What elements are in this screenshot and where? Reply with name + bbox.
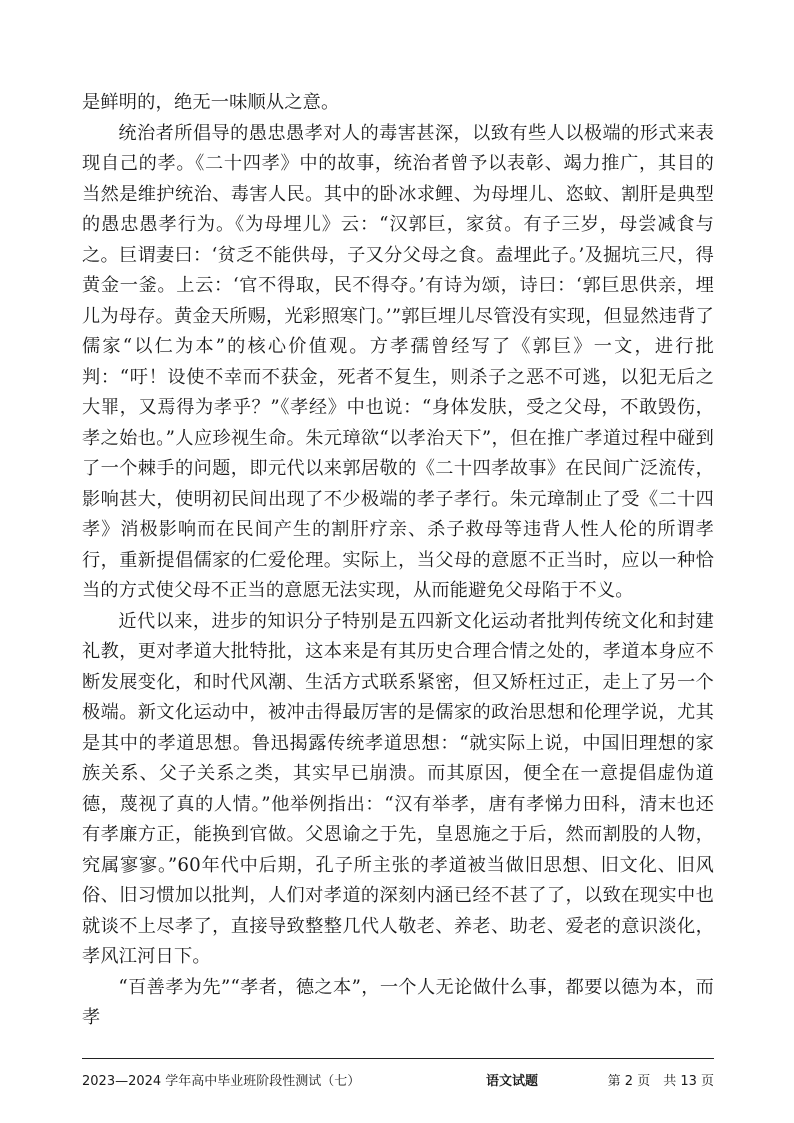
paragraph-virtue-root: “百善孝为先”“孝者，德之本”，一个人无论做什么事，都要以德为本，而孝 [82,976,714,1028]
paragraph-filial-piety-extremes: 统治者所倡导的愚忠愚孝对人的毒害甚深，以致有些人以极端的形式来表现自己的孝。《二十四孝》中的故事，统治者曾予以表彰、竭力推广，其目的当然是维护统治、毒害人民。其中的卧冰求鲤、为母埋儿、恣蚊、割肝是典型的愚忠愚孝行为。《为母埋儿》云：“汉郭巨，家贫。有子三岁，母尝减食与之。巨谓妻曰：‘贫乏不能供母，子又分父母之食。盍埋此子。’及掘坑三尺，得黄金一釜。上云：‘官不得取，民不得夺。’有诗为颂，诗曰：‘郭巨思供亲，埋儿为母存。黄金天所赐，光彩照寒门。’”郭巨埋儿尽管没有实现，但显然违背了儒家“以仁为本”的核心价值观。方孝孺曾经写了《郭巨》一文，进行批判：“吁！设使不幸而不获金，死者不复生，则杀子之恶不可逃，以犯无后之大罪，又焉得为孝乎？”《孝经》中也说：“身体发肤，受之父母，不敢毁伤，孝之始也。”人应珍视生命。朱元璋欲“以孝治天下”，但在推广孝道过程中碰到了一个棘手的问题，即元代以来郭居敬的《二十四孝故事》在民间广泛流传，影响甚大，使明初民间出现了不少极端的孝子孝行。朱元璋制止了受《二十四孝》消极影响而在民间产生的割肝疗亲、杀子救母等违背人性人伦的所谓孝行，重新提倡儒家的仁爱伦理。实际上，当父母的意愿不正当时，应以一种恰当的方式使父母不正当的意愿无法实现，从而能避免父母陷于不义。 [82,122,714,601]
page-number: 第 2 页 共 13 页 [607,1074,714,1089]
page-footer [82,1070,714,1092]
subject-label: 语文试题 [486,1074,539,1089]
footer-divider [82,1058,714,1059]
article-body [82,88,714,1034]
exam-title: 2023—2024 学年高中毕业班阶段性测试（七） [82,1074,361,1089]
paragraph-modern-criticism: 近代以来，进步的知识分子特别是五四新文化运动者批判传统文化和封建礼教，更对孝道大批特批，这本来是有其历史合理合情之处的，孝道本身应不断发展变化，和时代风潮、生活方式联系紧密，但又矫枉过正，走上了另一个极端。新文化运动中，被冲击得最厉害的是儒家的政治思想和伦理学说，尤其是其中的孝道思想。鲁迅揭露传统孝道思想：“就实际上说，中国旧理想的家族关系、父子关系之类，其实早已崩溃。而其原因，便全在一意提倡虚伪道德，蔑视了真的人情。”他举例指出：“汉有举孝，唐有孝悌力田科，清末也还有孝廉方正，能换到官做。父恩谕之于先，皇恩施之于后，然而割股的人物，究属寥寥。”60年代中后期，孔子所主张的孝道被当做旧思想、旧文化、旧风俗、旧习惯加以批判，人们对孝道的深刻内涵已经不甚了了，以致在现实中也就谈不上尽孝了，直接导致整整几代人敬老、养老、助老、爱老的意识淡化，孝风江河日下。 [82,610,714,967]
paragraph-continuation: 是鲜明的，绝无一味顺从之意。 [82,92,340,113]
